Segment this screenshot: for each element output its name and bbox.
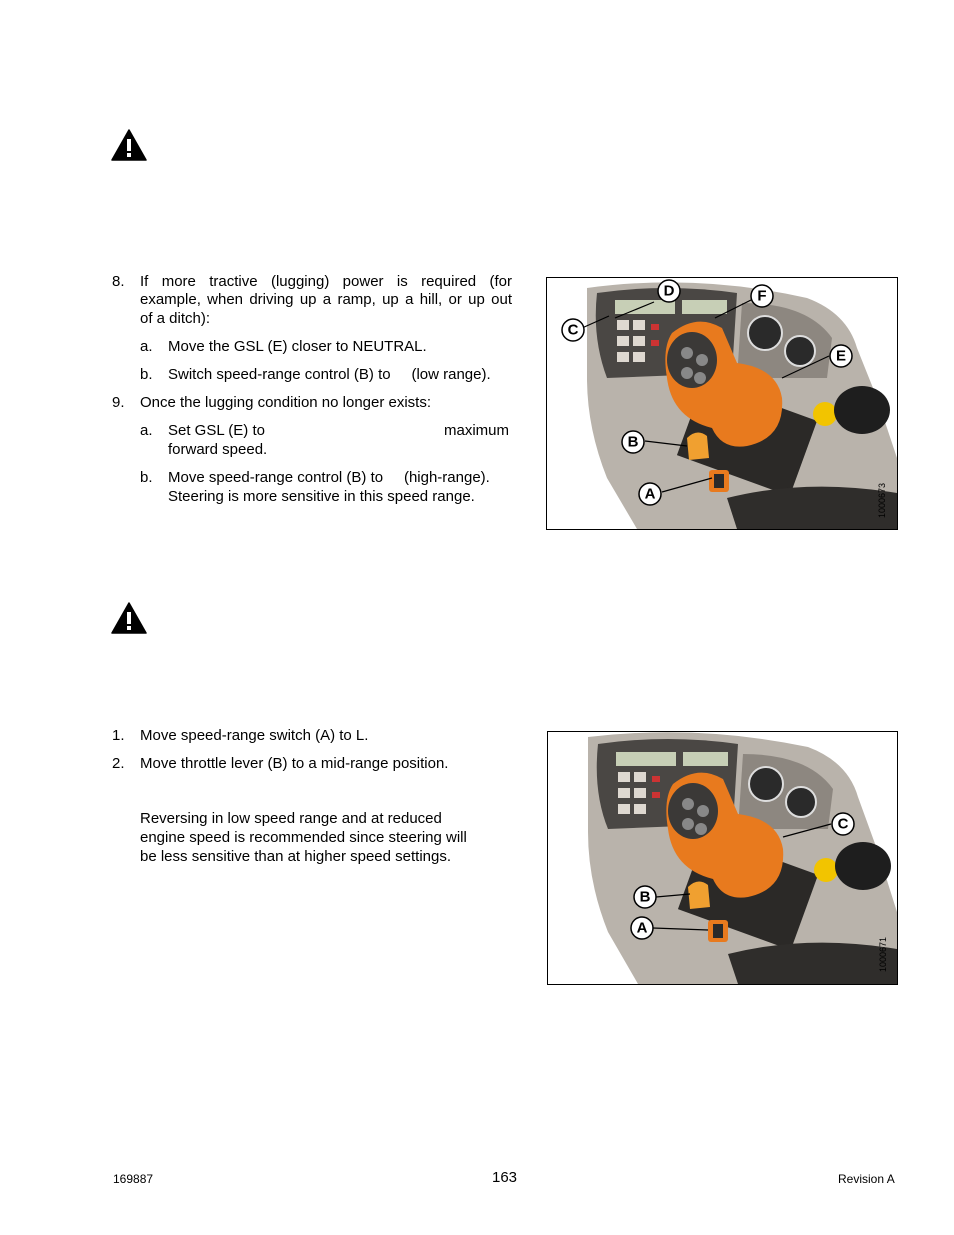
callout-label: B <box>627 433 639 451</box>
console-illustration <box>547 278 897 529</box>
note-text: engine speed is recommended since steering will <box>140 829 467 846</box>
step-text: Once the lugging condition no longer exists: <box>140 394 432 411</box>
step-text: If more tractive (lugging) power is required (for <box>140 273 512 290</box>
callout-label: A <box>636 919 648 937</box>
substep-text: Set GSL (E) to <box>168 422 265 439</box>
substep-text: forward speed. <box>168 441 268 458</box>
substep-text: maximum <box>444 422 510 439</box>
step-text: Move throttle lever (B) to a mid-range position. <box>140 755 449 772</box>
substep-text: Switch speed-range control (B) to (low range). <box>168 366 491 383</box>
step-text: Move speed-range switch (A) to L. <box>140 727 369 744</box>
callout-label: B <box>639 888 651 906</box>
note-text: Reversing in low speed range and at reduced <box>140 810 442 827</box>
image-id: 1000671 <box>878 936 888 972</box>
callout-label: C <box>567 321 579 339</box>
step-number: 2. <box>112 755 125 772</box>
substep-letter: a. <box>140 338 153 355</box>
substep-letter: b. <box>140 469 153 486</box>
callout-label: A <box>644 485 656 503</box>
note-text: be less sensitive than at higher speed settings. <box>140 848 452 865</box>
substep-text: Move the GSL (E) closer to NEUTRAL. <box>168 338 427 355</box>
substep-letter: b. <box>140 366 153 383</box>
figure-operator-console-2 <box>547 731 898 985</box>
doc-number: 169887 <box>113 1172 154 1186</box>
callout-label: D <box>663 282 675 300</box>
step-number: 1. <box>112 727 125 744</box>
step-number: 8. <box>112 273 125 290</box>
warning-triangle-icon <box>111 602 147 634</box>
callout-label: C <box>837 815 849 833</box>
substep-letter: a. <box>140 422 153 439</box>
substep-text: Steering is more sensitive in this speed range. <box>168 488 475 505</box>
step-text: of a ditch): <box>140 310 211 327</box>
warning-triangle-icon <box>111 129 147 161</box>
console-illustration <box>548 732 897 984</box>
callout-label: F <box>757 287 767 305</box>
image-id: 1000673 <box>877 482 887 518</box>
callout-label: E <box>835 347 847 365</box>
page-number: 163 <box>492 1169 518 1186</box>
substep-text: Move speed-range control (B) to (high-range). <box>168 469 490 486</box>
step-text: example, when driving up a ramp, up a hill, or up out <box>140 291 512 308</box>
revision: Revision A <box>838 1172 895 1186</box>
figure-operator-console-1 <box>546 277 898 530</box>
step-number: 9. <box>112 394 125 411</box>
